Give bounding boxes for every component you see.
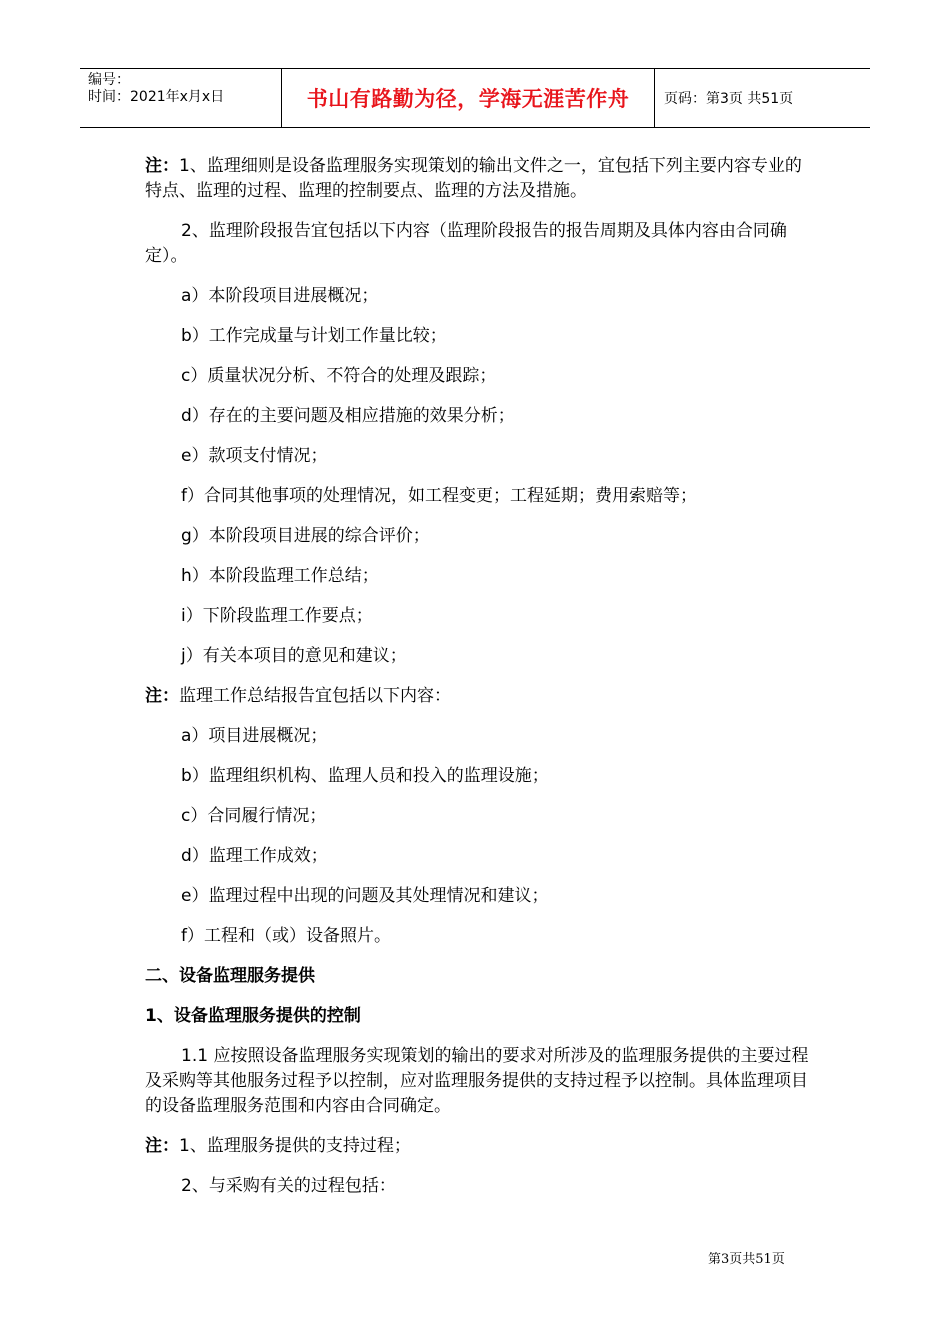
list-item: e）监理过程中出现的问题及其处理情况和建议；: [181, 886, 549, 906]
note-3: [145, 1134, 813, 1159]
paragraph-stage-report: 2、监理阶段报告宜包括以下内容（监理阶段报告的报告周期及具体内容由合同确定）。: [145, 221, 787, 266]
list-item: d）监理工作成效；: [181, 846, 328, 866]
list-item: a）项目进展概况；: [181, 726, 328, 746]
header-meta: [80, 69, 282, 127]
subsection-heading: 1、设备监理服务提供的控制: [145, 1006, 361, 1026]
list-item: c）质量状况分析、不符合的处理及跟踪；: [181, 366, 497, 386]
list-item: j）有关本项目的意见和建议；: [181, 646, 407, 666]
list-item: b）监理组织机构、监理人员和投入的监理设施；: [181, 766, 549, 786]
note-text: 监理工作总结报告宜包括以下内容：: [179, 686, 451, 706]
document-number: 编号：: [88, 72, 130, 88]
note-label: 注：: [145, 1136, 179, 1156]
page-header: [80, 68, 870, 128]
document-date: 时间：2021年x月x日: [88, 89, 225, 105]
page-footer: 第3页共51页: [708, 1252, 785, 1267]
note-label: 注：: [145, 156, 179, 176]
header-motto: 书山有路勤为径，学海无涯苦作舟: [282, 69, 655, 127]
note-1: [145, 154, 813, 204]
list-item: f）工程和（或）设备照片。: [181, 926, 391, 946]
note-text: 1、监理细则是设备监理服务实现策划的输出文件之一，宜包括下列主要内容专业的特点、监理的过程、监理的控制要点、监理的方法及措施。: [145, 156, 802, 201]
list-item: e）款项支付情况；: [181, 446, 328, 466]
header-page-info: 页码：第3页 共51页: [664, 91, 794, 107]
list-item: d）存在的主要问题及相应措施的效果分析；: [181, 406, 515, 426]
list-item: g）本阶段项目进展的综合评价；: [181, 526, 430, 546]
list-item: h）本阶段监理工作总结；: [181, 566, 379, 586]
paragraph-procurement: 2、与采购有关的过程包括：: [181, 1176, 396, 1196]
summary-report-list: [145, 724, 813, 949]
note-text: 1、监理服务提供的支持过程；: [179, 1136, 411, 1156]
list-item: b）工作完成量与计划工作量比较；: [181, 326, 447, 346]
list-item: f）合同其他事项的处理情况，如工程变更；工程延期；费用索赔等；: [181, 486, 697, 506]
paragraph-1-1: 1.1 应按照设备监理服务实现策划的输出的要求对所涉及的监理服务提供的主要过程及采购等其他服务过程予以控制，应对监理服务提供的支持过程予以控制。具体监理项目的设备监理服务范围和内容由合同确定。: [145, 1046, 809, 1116]
section-heading: 二、设备监理服务提供: [145, 966, 315, 986]
page-body: [145, 154, 813, 1199]
list-item: c）合同履行情况；: [181, 806, 327, 826]
list-item: i）下阶段监理工作要点；: [181, 606, 373, 626]
note-label: 注：: [145, 686, 179, 706]
list-item: a）本阶段项目进展概况；: [181, 286, 379, 306]
note-2: [145, 684, 813, 709]
stage-report-list: [145, 284, 813, 669]
